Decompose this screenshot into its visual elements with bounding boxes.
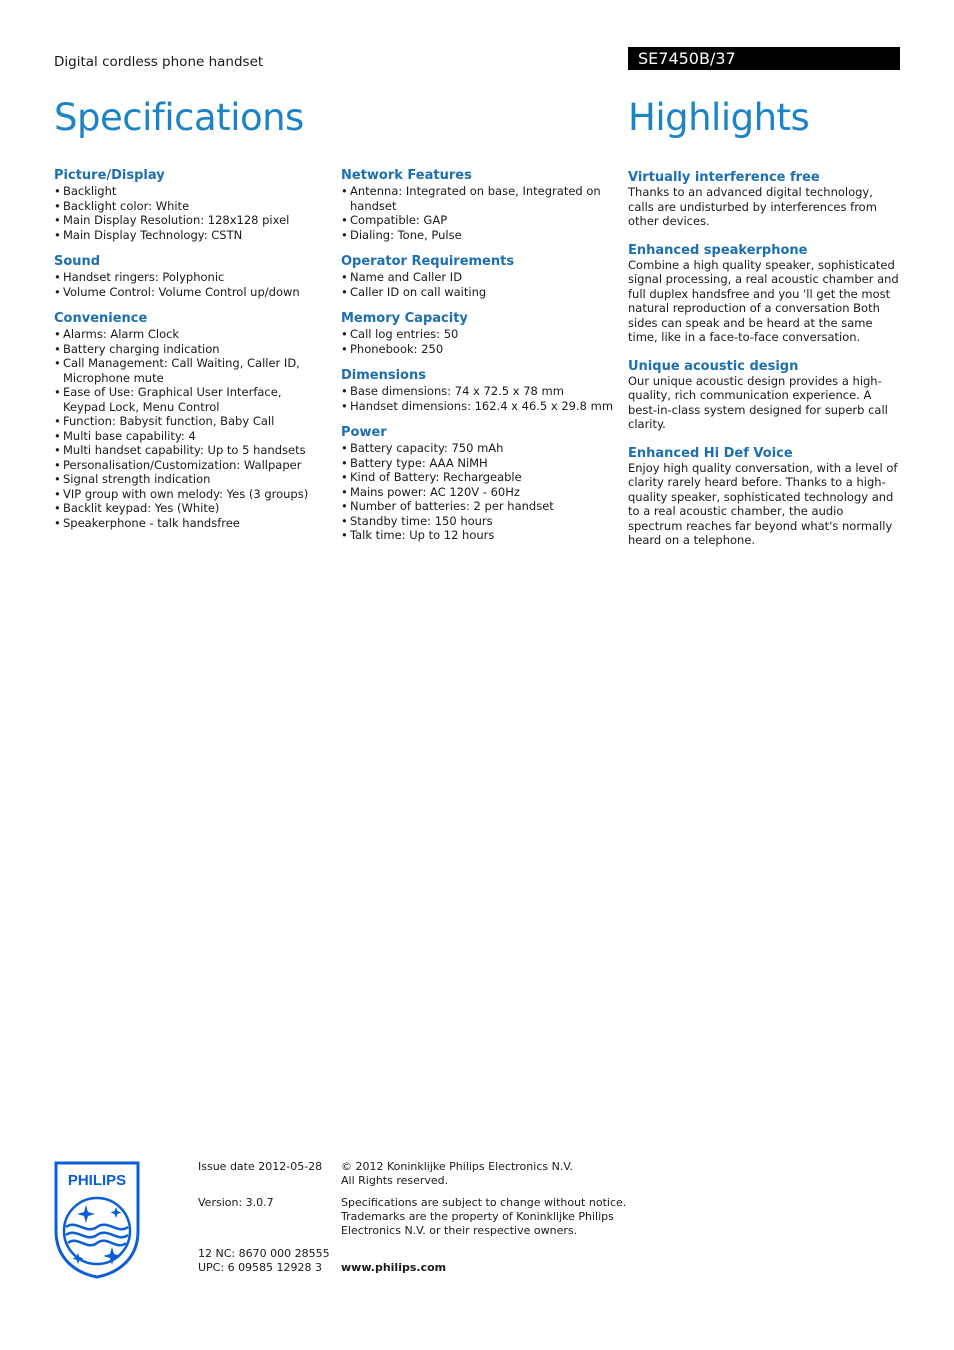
spec-section-title: Dimensions bbox=[341, 368, 426, 383]
spec-item: • Speakerphone - talk handsfree bbox=[54, 516, 324, 531]
spec-section-title: Picture/Display bbox=[54, 168, 165, 183]
spec-section-picture-display bbox=[54, 168, 324, 242]
highlight-body: Our unique acoustic design provides a high-quality, rich communication experience. A best-in-class system designed for superb call clarity. bbox=[628, 373, 888, 431]
spec-item: • Number of batteries: 2 per handset bbox=[341, 499, 621, 514]
spec-item: • VIP group with own melody: Yes (3 groups) bbox=[54, 487, 324, 502]
spec-item: • Call Management: Call Waiting, Caller ID, Microphone mute bbox=[54, 356, 324, 385]
highlight-title: Enhanced speakerphone bbox=[628, 242, 808, 258]
specifications-heading: Specifications bbox=[54, 96, 304, 139]
spec-section-title: Sound bbox=[54, 254, 101, 269]
philips-shield-logo bbox=[54, 1161, 140, 1279]
highlights-heading: Highlights bbox=[628, 96, 810, 139]
spec-section-title: Operator Requirements bbox=[341, 254, 515, 269]
spec-section-sound bbox=[54, 254, 324, 299]
highlight-body: Thanks to an advanced digital technology, calls are undisturbed by interferences from other devices. bbox=[628, 185, 877, 228]
notice-line-2: Trademarks are the property of Koninklijke Philips bbox=[341, 1210, 614, 1223]
spec-item: • Multi handset capability: Up to 5 handsets bbox=[54, 443, 324, 458]
highlight-speakerphone bbox=[628, 243, 900, 345]
spec-item: • Call log entries: 50 bbox=[341, 327, 621, 342]
spec-item: • Battery charging indication bbox=[54, 342, 324, 357]
model-number-badge: SE7450B/37 bbox=[628, 47, 900, 70]
spec-item: • Talk time: Up to 12 hours bbox=[341, 528, 621, 543]
spec-item: • Compatible: GAP bbox=[341, 213, 621, 228]
spec-item: • Kind of Battery: Rechargeable bbox=[341, 470, 621, 485]
spec-section-power bbox=[341, 425, 621, 543]
website-link[interactable]: www.philips.com bbox=[341, 1261, 447, 1274]
highlight-acoustic-design bbox=[628, 359, 900, 432]
spec-item: • Name and Caller ID bbox=[341, 270, 621, 285]
spec-item: • Handset dimensions: 162.4 x 46.5 x 29.8 mm bbox=[341, 399, 621, 414]
highlights-column bbox=[628, 168, 900, 562]
spec-item: • Alarms: Alarm Clock bbox=[54, 327, 324, 342]
notice-line-3: Electronics N.V. or their respective owners. bbox=[341, 1224, 578, 1237]
spec-item: • Battery capacity: 750 mAh bbox=[341, 441, 621, 456]
spec-item: • Main Display Resolution: 128x128 pixel bbox=[54, 213, 324, 228]
highlight-body: Combine a high quality speaker, sophisticated signal processing, a real acoustic chamber and full duplex handsfree and you 'll get the most natural reproduction of a conversation Both sides can speak and be heard at the same time, like in a face-to-face conversation. bbox=[628, 257, 899, 344]
spec-item: • Handset ringers: Polyphonic bbox=[54, 270, 324, 285]
logo-wordmark: PHILIPS bbox=[67, 1172, 127, 1189]
spec-item: • Base dimensions: 74 x 72.5 x 78 mm bbox=[341, 384, 621, 399]
spec-item: • Caller ID on call waiting bbox=[341, 285, 621, 300]
product-subtitle: Digital cordless phone handset bbox=[54, 54, 264, 70]
spec-item: • Function: Babysit function, Baby Call bbox=[54, 414, 324, 429]
spec-item: • Mains power: AC 120V - 60Hz bbox=[341, 485, 621, 500]
spec-item: • Antenna: Integrated on base, Integrated on handset bbox=[341, 184, 621, 213]
spec-item: • Ease of Use: Graphical User Interface, Keypad Lock, Menu Control bbox=[54, 385, 324, 414]
version: Version: 3.0.7 bbox=[198, 1196, 274, 1209]
nc-code: 12 NC: 8670 000 28555 bbox=[198, 1247, 330, 1260]
highlight-body: Enjoy high quality conversation, with a level of clarity rarely heard before. Thanks to a high-quality speaker, sophisticated technology and to a real acoustic chamber, the audio spectrum reaches far beyond what's normally heard on a telephone. bbox=[628, 460, 898, 547]
spec-section-network-features bbox=[341, 168, 621, 242]
spec-item: • Battery type: AAA NiMH bbox=[341, 456, 621, 471]
highlight-hi-def-voice bbox=[628, 446, 900, 548]
spec-section-title: Power bbox=[341, 425, 387, 440]
specs-column-1 bbox=[54, 168, 324, 542]
copyright-line-1: © 2012 Koninklijke Philips Electronics N.V. bbox=[341, 1160, 573, 1173]
spec-item: • Backlight bbox=[54, 184, 324, 199]
issue-date: Issue date 2012-05-28 bbox=[198, 1160, 323, 1173]
highlight-title: Enhanced Hi Def Voice bbox=[628, 445, 793, 461]
spec-item: • Backlit keypad: Yes (White) bbox=[54, 501, 324, 516]
copyright-line-2: All Rights reserved. bbox=[341, 1174, 449, 1187]
spec-item: • Main Display Technology: CSTN bbox=[54, 228, 324, 243]
highlight-interference-free bbox=[628, 170, 900, 229]
spec-item: • Phonebook: 250 bbox=[341, 342, 621, 357]
spec-item: • Standby time: 150 hours bbox=[341, 514, 621, 529]
spec-section-memory-capacity bbox=[341, 311, 621, 356]
spec-section-operator-requirements bbox=[341, 254, 621, 299]
spec-item: • Signal strength indication bbox=[54, 472, 324, 487]
spec-section-title: Network Features bbox=[341, 168, 472, 183]
spec-item: • Personalisation/Customization: Wallpaper bbox=[54, 458, 324, 473]
spec-item: • Multi base capability: 4 bbox=[54, 429, 324, 444]
highlight-title: Virtually interference free bbox=[628, 170, 820, 185]
notice-line-1: Specifications are subject to change without notice. bbox=[341, 1196, 627, 1209]
spec-item: • Dialing: Tone, Pulse bbox=[341, 228, 621, 243]
highlight-title: Unique acoustic design bbox=[628, 358, 799, 374]
spec-section-title: Memory Capacity bbox=[341, 311, 468, 326]
spec-section-dimensions bbox=[341, 368, 621, 413]
spec-item: • Volume Control: Volume Control up/down bbox=[54, 285, 324, 300]
upc-code: UPC: 6 09585 12928 3 bbox=[198, 1261, 323, 1274]
specs-column-2 bbox=[341, 168, 621, 555]
spec-item: • Backlight color: White bbox=[54, 199, 324, 214]
spec-section-title: Convenience bbox=[54, 311, 148, 326]
spec-section-convenience bbox=[54, 311, 324, 530]
